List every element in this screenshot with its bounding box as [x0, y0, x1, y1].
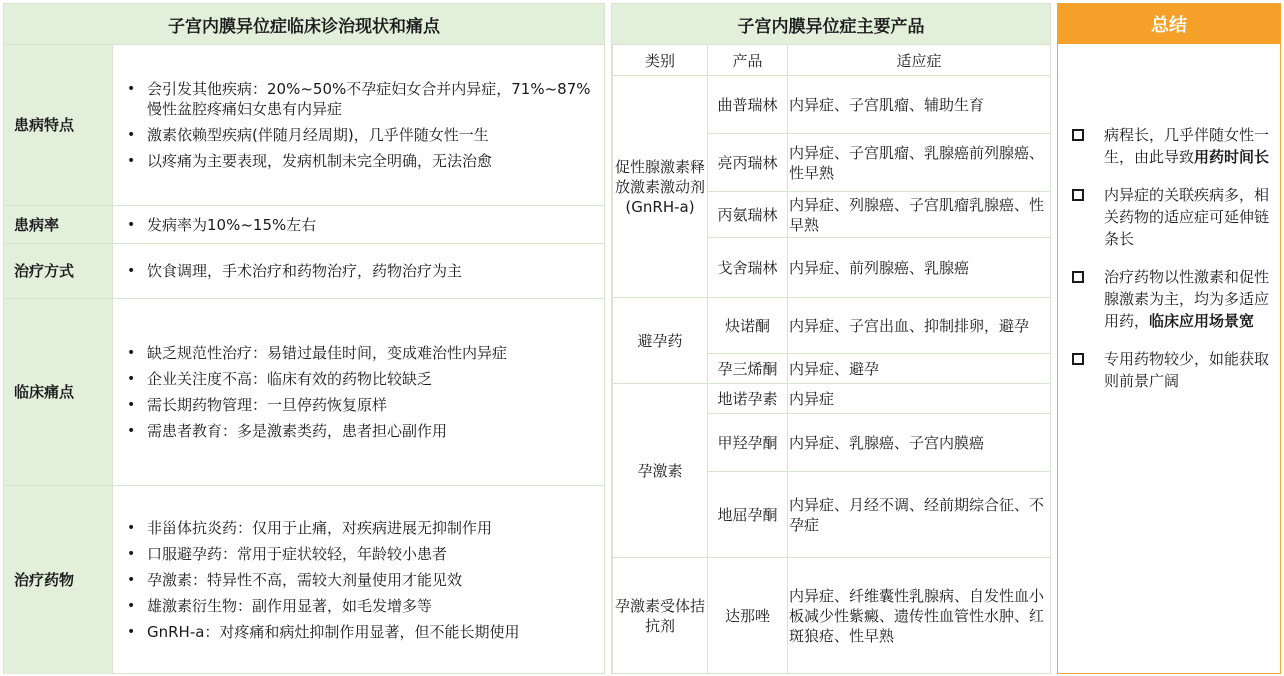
checkbox-square-icon	[1072, 189, 1084, 201]
summary-list	[1070, 124, 1276, 408]
list-item: • 企业关注度不高：临床有效的药物比较缺乏	[125, 369, 604, 389]
list-item: • 需长期药物管理：一旦停药恢复原样	[125, 395, 604, 415]
clinical-status-table	[4, 44, 604, 674]
checkbox-square-icon	[1072, 271, 1084, 283]
category-cell: 孕激素受体拮抗剂	[613, 558, 708, 674]
category-cell: 孕激素	[613, 384, 708, 558]
product-cell: 戈舍瑞林	[708, 238, 788, 298]
indication-cell: 内异症	[788, 384, 1051, 414]
list-item: • 孕激素：特异性不高，需较大剂量使用才能见效	[125, 570, 604, 590]
table-row	[613, 558, 1051, 674]
indication-cell: 内异症、子宫肌瘤、辅助生育	[788, 76, 1051, 134]
indication-cell: 内异症、子宫肌瘤、乳腺癌前列腺癌、性早熟	[788, 134, 1051, 192]
indication-cell: 内异症、前列腺癌、乳腺癌	[788, 238, 1051, 298]
list-item: • 雄激素衍生物：副作用显著，如毛发增多等	[125, 596, 604, 616]
product-cell: 炔诺酮	[708, 298, 788, 354]
table-row	[613, 384, 1051, 414]
list-item: • 饮食调理，手术治疗和药物治疗，药物治疗为主	[125, 261, 604, 281]
table-row	[613, 76, 1051, 134]
column-header-category: 类别	[613, 45, 708, 76]
column-header-indication: 适应症	[788, 45, 1051, 76]
clinical-status-panel	[3, 3, 605, 674]
row-label-prevalence: 患病率	[4, 206, 113, 244]
indication-cell: 内异症、乳腺癌、子宫内膜癌	[788, 414, 1051, 472]
table-row	[4, 244, 604, 299]
category-cell: 促性腺激素释放激素激动剂(GnRH-a)	[613, 76, 708, 298]
row-label-treatment-drugs: 治疗药物	[4, 486, 113, 674]
product-cell: 孕三烯酮	[708, 354, 788, 384]
list-item: 内异症的关联疾病多，相关药物的适应症可延伸链条长	[1070, 184, 1276, 250]
table-row	[4, 206, 604, 244]
clinical-status-title: 子宫内膜异位症临床诊治现状和痛点	[4, 4, 604, 44]
main-products-panel	[611, 3, 1051, 674]
row-label-disease-features: 患病特点	[4, 45, 113, 206]
column-header-product: 产品	[708, 45, 788, 76]
indication-cell: 内异症、纤维囊性乳腺病、自发性血小板减少性紫癜、遗传性血管性水肿、红斑狼疮、性早熟	[788, 558, 1051, 674]
checkbox-square-icon	[1072, 353, 1084, 365]
product-cell: 丙氨瑞林	[708, 192, 788, 238]
indication-cell: 内异症、子宫出血、抑制排卵，避孕	[788, 298, 1051, 354]
product-cell: 亮丙瑞林	[708, 134, 788, 192]
table-header-row	[613, 45, 1051, 76]
table-row	[4, 45, 604, 206]
list-item: • 发病率为10%~15%左右	[125, 215, 604, 235]
row-label-clinical-pain-points: 临床痛点	[4, 299, 113, 486]
product-cell: 地诺孕素	[708, 384, 788, 414]
list-item: • 非甾体抗炎药：仅用于止痛，对疾病进展无抑制作用	[125, 518, 604, 538]
list-item: • GnRH-a：对疼痛和病灶抑制作用显著，但不能长期使用	[125, 622, 604, 642]
table-row	[4, 299, 604, 486]
summary-panel	[1057, 3, 1281, 674]
list-item: • 会引发其他疾病：20%~50%不孕症妇女合并内异症，71%~87%慢性盆腔疼痛妇女患有内异症	[125, 79, 604, 119]
summary-title: 总结	[1058, 4, 1280, 44]
list-item: 专用药物较少，如能获取则前景广阔	[1070, 348, 1276, 392]
row-label-treatment-method: 治疗方式	[4, 244, 113, 299]
category-cell: 避孕药	[613, 298, 708, 384]
main-products-title: 子宫内膜异位症主要产品	[612, 4, 1050, 44]
list-item: • 缺乏规范性治疗：易错过最佳时间，变成难治性内异症	[125, 343, 604, 363]
table-row	[4, 486, 604, 674]
product-cell: 地屈孕酮	[708, 472, 788, 558]
products-table	[612, 44, 1051, 674]
list-item: • 激素依赖型疾病(伴随月经周期)，几乎伴随女性一生	[125, 125, 604, 145]
table-row	[613, 298, 1051, 354]
indication-cell: 内异症、月经不调、经前期综合征、不孕症	[788, 472, 1051, 558]
list-item: 病程长，几乎伴随女性一生，由此导致用药时间长	[1070, 124, 1276, 168]
indication-cell: 内异症、列腺癌、子宫肌瘤乳腺癌、性早熟	[788, 192, 1051, 238]
product-cell: 曲普瑞林	[708, 76, 788, 134]
indication-cell: 内异症、避孕	[788, 354, 1051, 384]
product-cell: 甲羟孕酮	[708, 414, 788, 472]
list-item: • 口服避孕药：常用于症状较轻，年龄较小患者	[125, 544, 604, 564]
list-item: 治疗药物以性激素和促性腺激素为主，均为多适应用药，临床应用场景宽	[1070, 266, 1276, 332]
list-item: • 以疼痛为主要表现，发病机制未完全明确，无法治愈	[125, 151, 604, 171]
list-item: • 需患者教育：多是激素类药，患者担心副作用	[125, 421, 604, 441]
product-cell: 达那唑	[708, 558, 788, 674]
checkbox-square-icon	[1072, 129, 1084, 141]
